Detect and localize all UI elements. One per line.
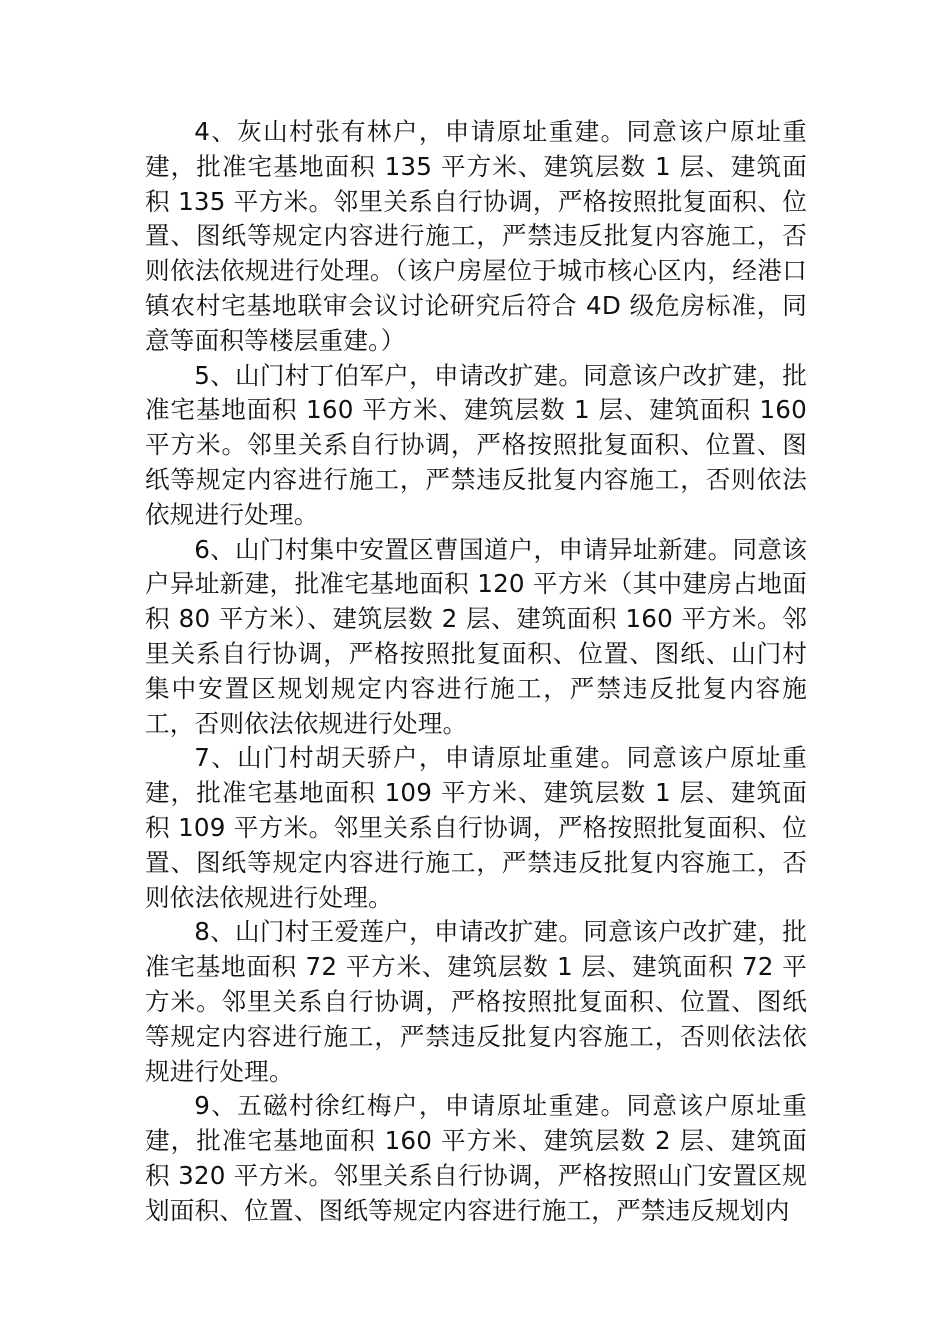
paragraph-item-8: 8、山门村王爱莲户，申请改扩建。同意该户改扩建，批准宅基地面积 72 平方米、建筑层数 1 层、建筑面积 72 平方米。邻里关系自行协调，严格按照批复面积、位置、图纸等规定内容进行施工，严禁违反批复内容施工，否则依法依规进行处理。 [145, 917, 807, 1086]
paragraph-item-9: 9、五磁村徐红梅户，申请原址重建。同意该户原址重建，批准宅基地面积 160 平方米、建筑层数 2 层、建筑面积 320 平方米。邻里关系自行协调，严格按照山门安置区规划面积、位置、图纸等规定内容进行施工，严禁违反规划内 [145, 1091, 807, 1225]
paragraph-item-4: 4、灰山村张有林户，申请原址重建。同意该户原址重建，批准宅基地面积 135 平方米、建筑层数 1 层、建筑面积 135 平方米。邻里关系自行协调，严格按照批复面积、位置、图纸等规定内容进行施工，严禁违反批复内容施工，否则依法依规进行处理。（该户房屋位于城市核心区内，经港口镇农村宅基地联审会议讨论研究后符合 4D 级危房标准，同意等面积等楼层重建。） [145, 117, 807, 355]
paragraph-item-6: 6、山门村集中安置区曹国道户，申请异址新建。同意该户异址新建，批准宅基地面积 120 平方米（其中建房占地面积 80 平方米）、建筑层数 2 层、建筑面积 160 平方米。邻里关系自行协调，严格按照批复面积、位置、图纸、山门村集中安置区规划规定内容进行施工，严禁违反批复内容施工，否则依法依规进行处理。 [145, 534, 807, 738]
document-page [145, 115, 807, 1229]
paragraph-item-7: 7、山门村胡天骄户，申请原址重建。同意该户原址重建，批准宅基地面积 109 平方米、建筑层数 1 层、建筑面积 109 平方米。邻里关系自行协调，严格按照批复面积、位置、图纸等规定内容进行施工，严禁违反批复内容施工，否则依法依规进行处理。 [145, 743, 807, 912]
paragraph-item-5: 5、山门村丁伯军户，申请改扩建。同意该户改扩建，批准宅基地面积 160 平方米、建筑层数 1 层、建筑面积 160 平方米。邻里关系自行协调，严格按照批复面积、位置、图纸等规定内容进行施工，严禁违反批复内容施工，否则依法依规进行处理。 [145, 360, 807, 529]
